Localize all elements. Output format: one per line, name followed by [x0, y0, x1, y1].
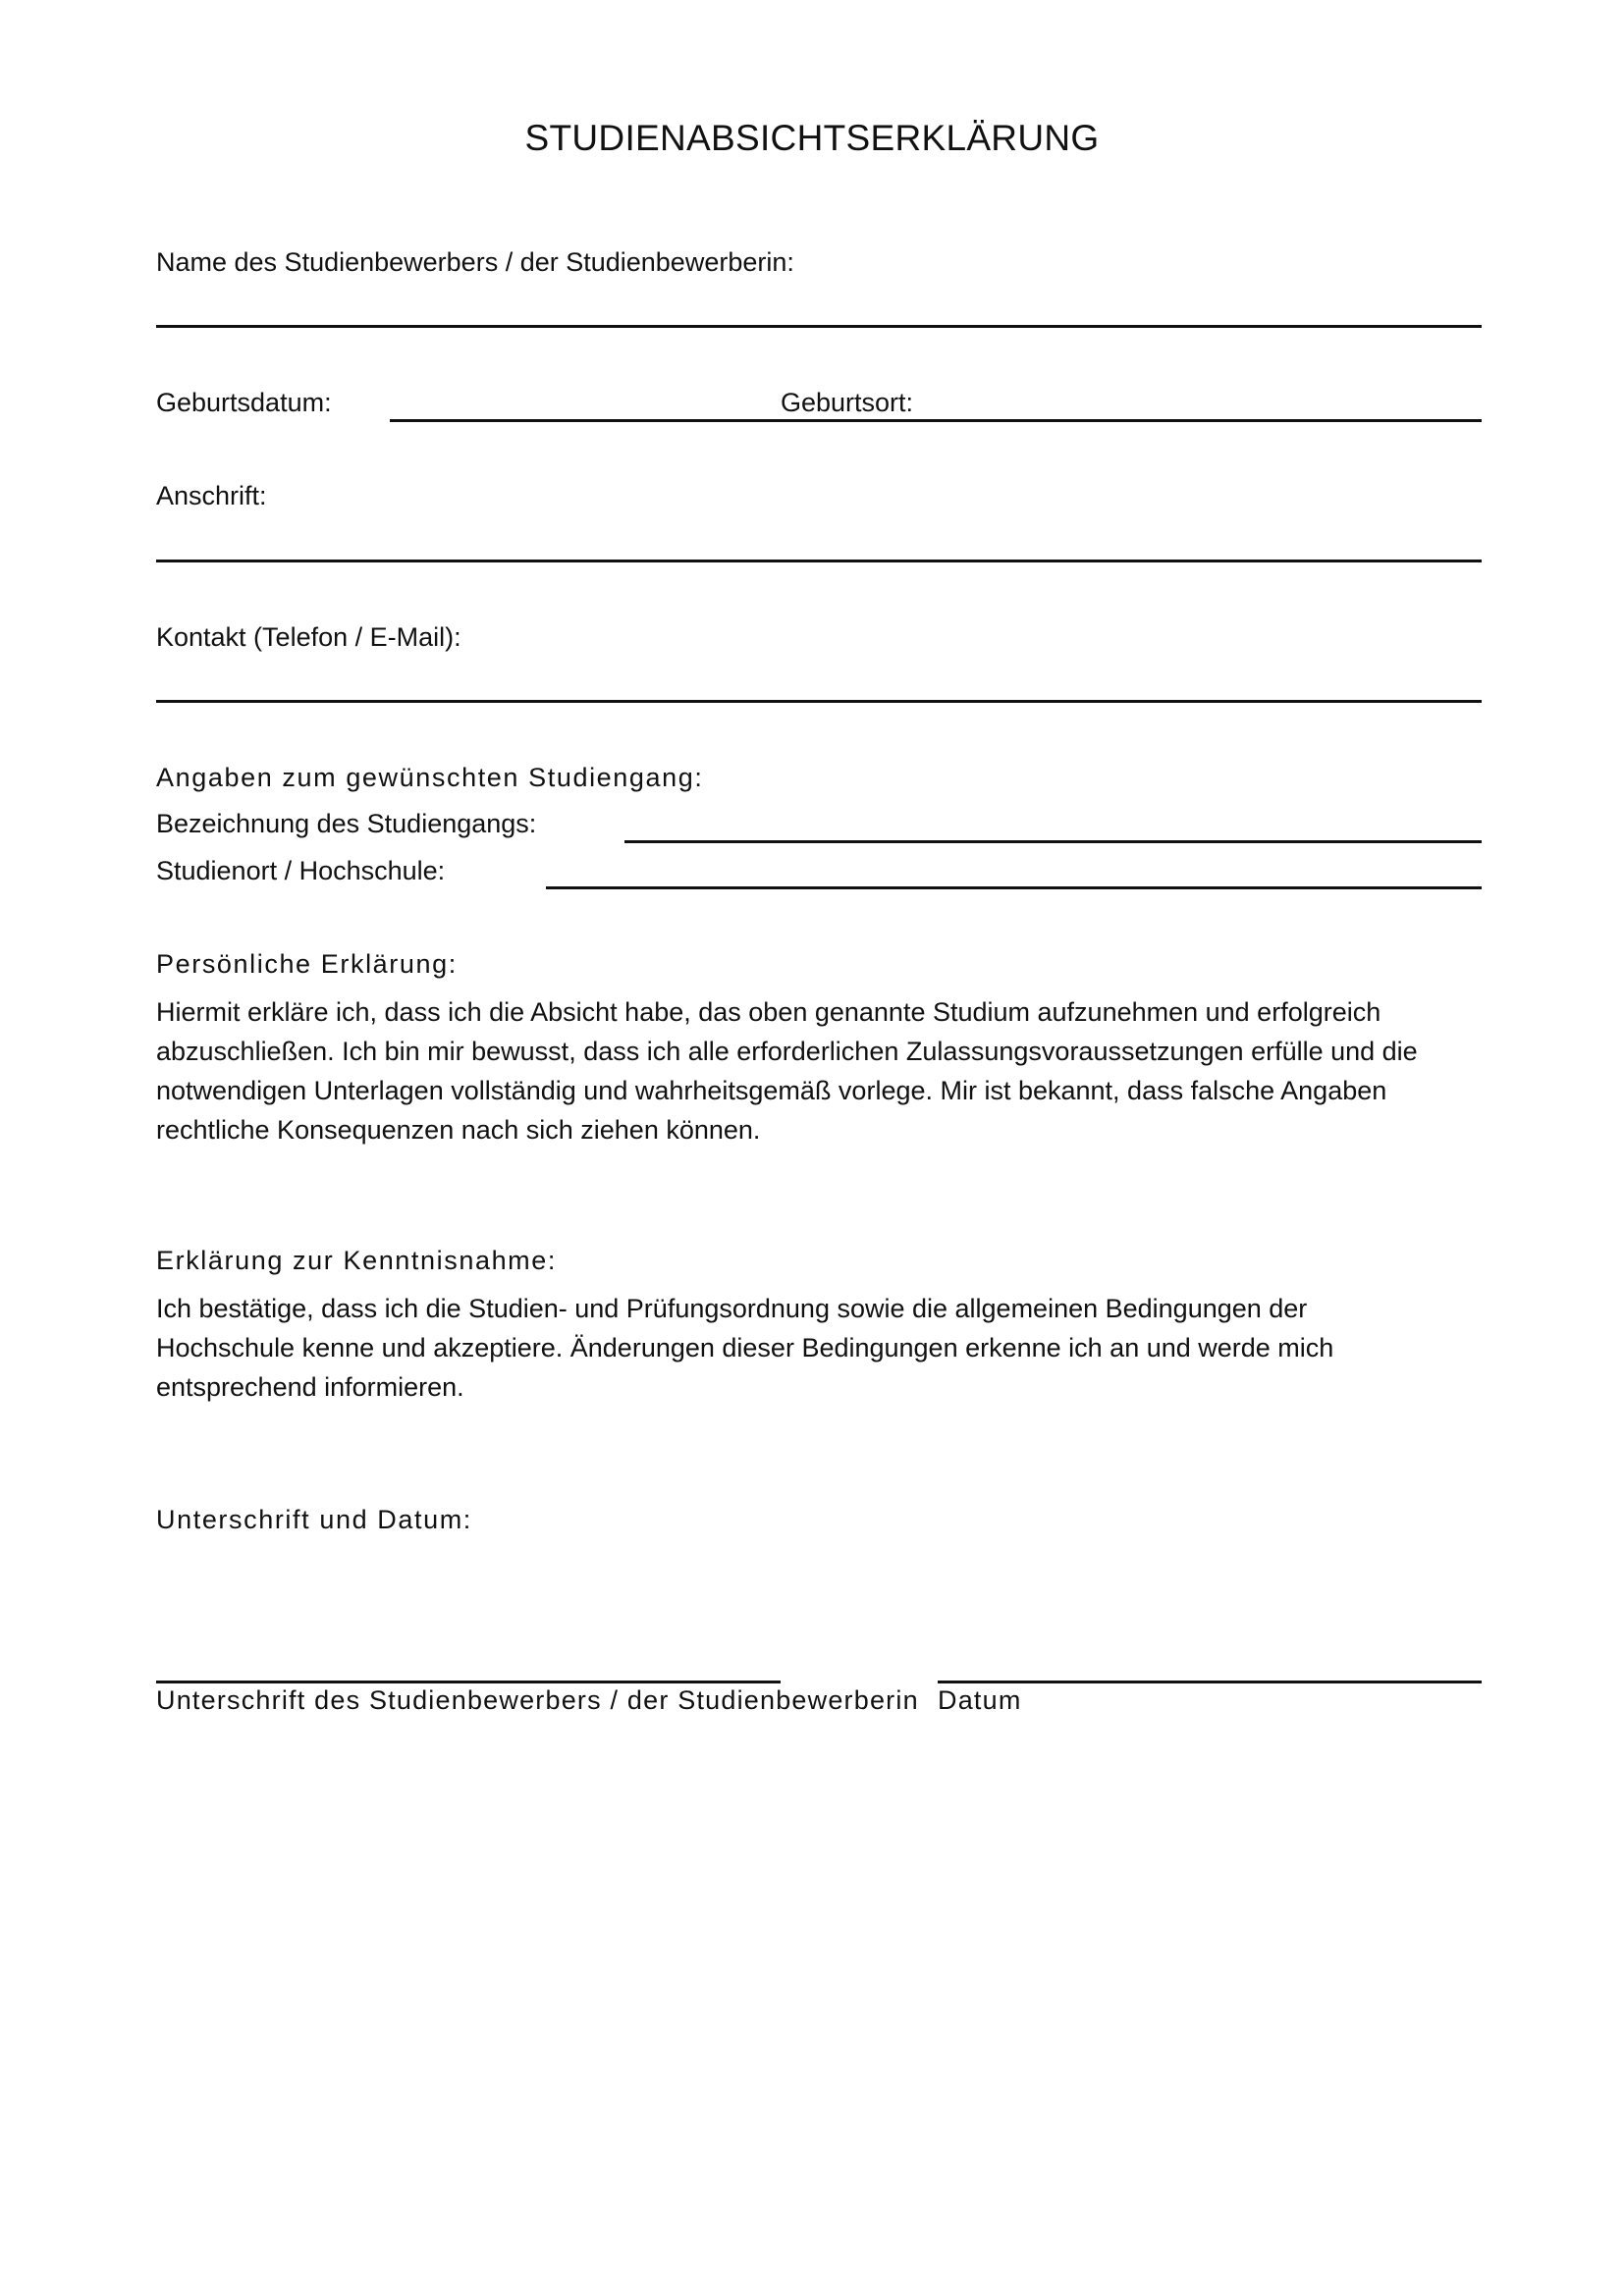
birthdate-label: Geburtsdatum: [156, 388, 332, 417]
signature-caption: Unterschrift des Studienbewerbers / der Studienbewerberin [156, 1685, 919, 1715]
contact-underline [156, 700, 1482, 703]
birthdate-field[interactable] [390, 384, 779, 419]
date-underline [938, 1681, 1482, 1683]
program-name-label: Bezeichnung des Studiengangs: [156, 809, 537, 838]
contact-field[interactable] [156, 662, 1482, 697]
acknowledgement-heading: Erklärung zur Kenntnisnahme: [156, 1246, 557, 1275]
birthplace-label: Geburtsort: [781, 388, 914, 417]
address-label: Anschrift: [156, 481, 267, 510]
signature-heading: Unterschrift und Datum: [156, 1505, 472, 1534]
date-field[interactable] [938, 1639, 1482, 1675]
name-label: Name des Studienbewerbers / der Studienbewerberin: [156, 247, 794, 277]
contact-label: Kontakt (Telefon / E-Mail): [156, 622, 461, 652]
program-location-field[interactable] [546, 851, 1482, 886]
personal-declaration-text: Hiermit erkläre ich, dass ich die Absicht habe, das oben genannte Studium aufzunehmen und erfolgreich abzuschließen. Ich bin mir bewusst, dass ich alle erforderlichen Zulassungsvoraussetzungen erfülle und die notwendigen Unterlagen vollständig und wahrheitsgemäß vorlege. Mir ist bekannt, dass falsche Angaben rechtliche Konsequenzen nach sich ziehen können. [156, 997, 1418, 1145]
birthplace-field[interactable] [923, 384, 1482, 419]
signature-underline [156, 1681, 781, 1683]
name-underline [156, 325, 1482, 328]
program-name-underline [624, 840, 1482, 843]
address-field[interactable] [156, 521, 1482, 557]
program-heading: Angaben zum gewünschten Studiengang: [156, 763, 704, 792]
program-location-underline [546, 886, 1482, 889]
personal-declaration-heading: Persönliche Erklärung: [156, 949, 458, 979]
address-underline [156, 560, 1482, 562]
program-name-field[interactable] [624, 805, 1482, 840]
birthdate-birthplace-underline [390, 419, 1482, 422]
form-title: STUDIENABSICHTSERKLÄRUNG [524, 118, 1100, 158]
acknowledgement-text: Ich bestätige, dass ich die Studien- und Prüfungsordnung sowie die allgemeinen Bedingungen der Hochschule kenne und akzeptiere. Änderungen dieser Bedingungen erkenne ich an und werde mich entsprechend informieren. [156, 1294, 1334, 1402]
name-field[interactable] [156, 287, 1482, 322]
signature-field[interactable] [156, 1639, 781, 1675]
program-location-label: Studienort / Hochschule: [156, 856, 446, 885]
date-caption: Datum [938, 1685, 1022, 1715]
